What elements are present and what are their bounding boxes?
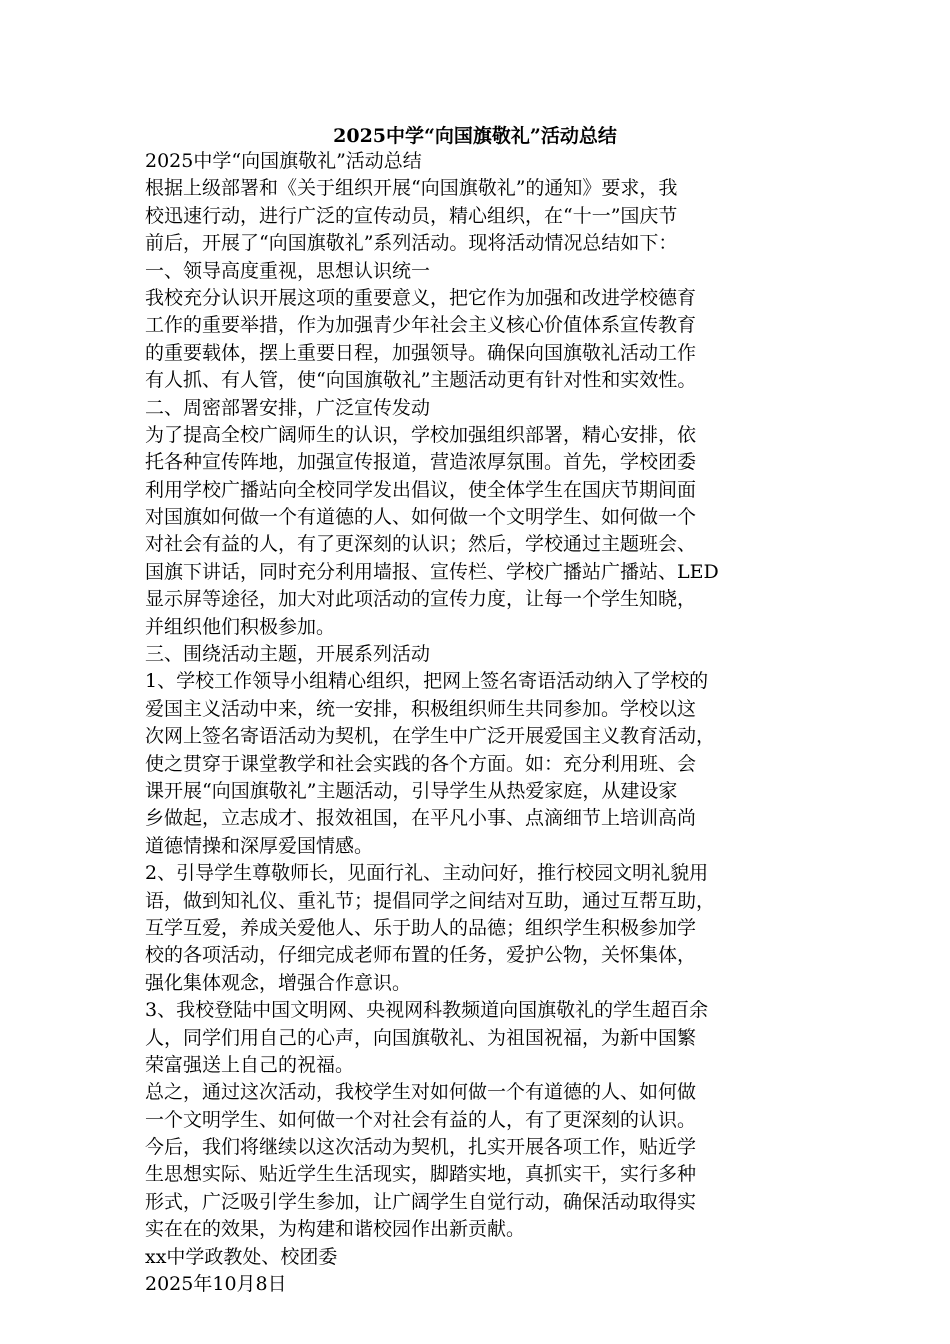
body-line: 今后，我们将继续以这次活动为契机，扎实开展各项工作，贴近学 [145,1136,697,1159]
body-line: 一个文明学生、如何做一个对社会有益的人，有了更深刻的认识。 [145,1108,697,1131]
body-line: 显示屏等途径，加大对此项活动的宣传力度，让每一个学生知晓， [145,588,697,611]
body-line: 道德情操和深厚爱国情感。 [145,834,374,857]
body-line: 2、引导学生尊敬师长，见面行礼、主动问好，推行校园文明礼貌用 [145,862,709,885]
section-heading: 二、周密部署安排，广泛宣传发动 [145,396,431,419]
body-line: 人，同学们用自己的心声，向国旗敬礼、为祖国祝福，为新中国繁 [145,1026,697,1049]
body-line: 根据上级部署和《关于组织开展“向国旗敬礼”的通知》要求，我 [145,177,678,200]
body-line: 我校充分认识开展这项的重要意义，把它作为加强和改进学校德育 [145,286,697,309]
body-line: 利用学校广播站向全校同学发出倡议，使全体学生在国庆节期间面 [145,478,697,501]
body-line: 语，做到知礼仪、重礼节；提倡同学之间结对互助，通过互帮互助， [145,889,716,912]
body-line: 并组织他们积极参加。 [145,615,336,638]
body-line: 乡做起，立志成才、报效祖国，在平凡小事、点滴细节上培训高尚 [145,807,697,830]
body-line: 课开展“向国旗敬礼”主题活动，引导学生从热爱家庭，从建设家 [145,779,678,802]
body-line: 2025中学“向国旗敬礼”活动总结 [145,150,422,172]
body-line: 爱国主义活动中来，统一安排，积极组织师生共同参加。学校以这 [145,697,697,720]
body-line: 有人抓、有人管，使“向国旗敬礼”主题活动更有针对性和实效性。 [145,369,697,392]
section-heading: 三、围绕活动主题，开展系列活动 [145,643,431,666]
body-line: 强化集体观念，增强合作意识。 [145,971,412,994]
body-line: 国旗下讲话，同时充分利用墙报、宣传栏、学校广播站广播站、LED [145,560,719,583]
body-line: 3、我校登陆中国文明网、央视网科教频道向国旗敬礼的学生超百余 [145,999,709,1022]
body-line: 对社会有益的人，有了更深刻的认识；然后，学校通过主题班会、 [145,533,697,556]
section-heading: 一、领导高度重视，思想认识统一 [145,259,431,282]
body-line: 形式，广泛吸引学生参加，让广阔学生自觉行动，确保活动取得实 [145,1190,697,1213]
signature-date: 2025年10月8日 [145,1273,287,1296]
body-line: 前后，开展了“向国旗敬礼”系列活动。现将活动情况总结如下： [145,232,678,255]
body-line: 的重要载体，摆上重要日程，加强领导。确保向国旗敬礼活动工作 [145,341,697,364]
signature-org: xx中学政教处、校团委 [145,1245,338,1268]
body-line: 对国旗如何做一个有道德的人、如何做一个文明学生、如何做一个 [145,506,697,529]
body-line: 托各种宣传阵地，加强宣传报道，营造浓厚氛围。首先，学校团委 [145,451,697,474]
document-title: 2025中学“向国旗敬礼”活动总结 [333,125,617,147]
body-line: 生思想实际、贴近学生生活现实，脚踏实地，真抓实干，实行多种 [145,1163,697,1186]
body-line: 校迅速行动，进行广泛的宣传动员，精心组织，在“十一”国庆节 [145,204,678,227]
body-line: 1、学校工作领导小组精心组织，把网上签名寄语活动纳入了学校的 [145,670,709,693]
body-line: 为了提高全校广阔师生的认识，学校加强组织部署，精心安排，依 [145,423,697,446]
body-line: 次网上签名寄语活动为契机，在学生中广泛开展爱国主义教育活动， [145,725,716,748]
body-line: 实在在的效果，为构建和谐校园作出新贡献。 [145,1218,526,1241]
body-line: 互学互爱，养成关爱他人、乐于助人的品德；组织学生积极参加学 [145,916,697,939]
body-line: 校的各项活动，仔细完成老师布置的任务，爱护公物，关怀集体， [145,944,697,967]
body-line: 总之，通过这次活动，我校学生对如何做一个有道德的人、如何做 [145,1081,697,1104]
document-body [145,148,810,1298]
body-line: 工作的重要举措，作为加强青少年社会主义核心价值体系宣传教育 [145,314,697,337]
body-line: 荣富强送上自己的祝福。 [145,1053,355,1076]
body-line: 使之贯穿于课堂教学和社会实践的各个方面。如：充分利用班、会 [145,752,697,775]
